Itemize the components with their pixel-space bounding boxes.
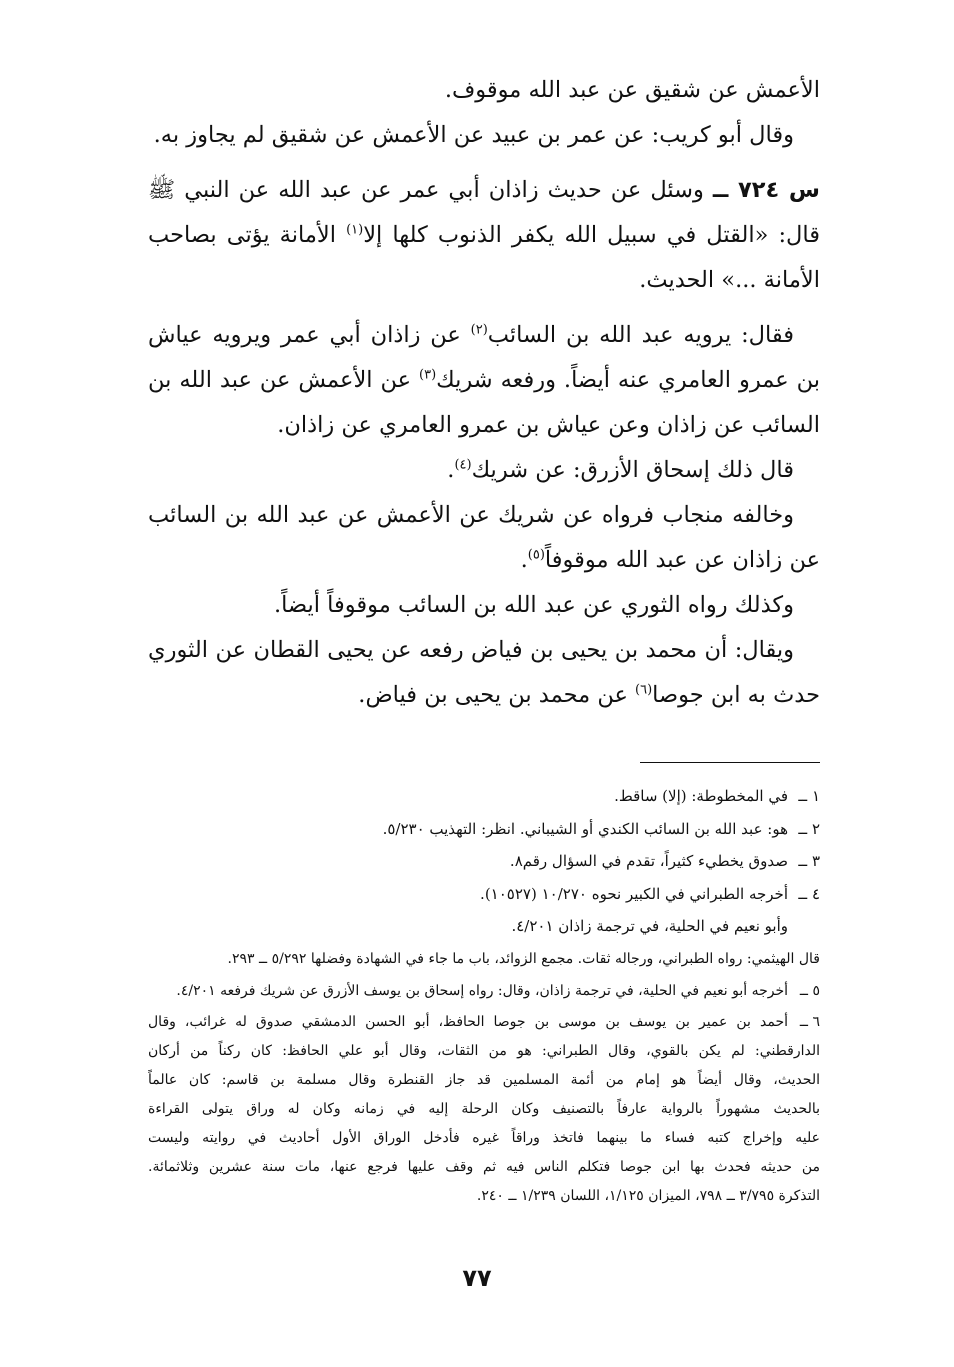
footnote-6-line-4: بالحديث مشهوراً بالرواية عارفاً بالتصنيف وكان الرحلة إليه في زمانه وكان له وراق يتولى القراءة	[148, 1100, 820, 1117]
footnote-ref-5: (٥)	[527, 547, 545, 563]
footnote-6-line-6: من حديثه فحدث بها ابن جوصا فتكلم الناس فيه ثم وقف عليها فرجع عنها، مات سنة عشرين وثلاثمائة.	[148, 1158, 820, 1175]
answer-paragraph-5	[148, 628, 820, 718]
question-number: س ٧٢٤ ــ	[712, 177, 820, 203]
footnote-6-line-5: عليه وإخراج كتبه فساء ما بينهما فاتخذ وراقاً غيره فأدخل الوراق الأول أحاديث في روايته وليست	[148, 1129, 820, 1146]
paragraph-2-text: وقال أبو كريب: عن عمر بن عبيد عن الأعمش عن شقيق لم يجاوز به.	[153, 122, 794, 148]
footnote-ref-3: (٣)	[419, 367, 437, 383]
footnote-text: قال الهيثمي: رواه الطبراني، ورجاله ثقات. مجمع الزوائد، باب ما جاء في الشهادة وفضلها ٥/٢٩٢ ــ ٢٩٣.	[227, 950, 820, 967]
footnote-6-line-7: التذكرة ٣/٧٩٥ ــ ٧٩٨، الميزان ١/١٢٥، اللسان ١/٢٣٩ ــ ٢٤٠.	[476, 1187, 820, 1204]
footnote-6	[148, 1008, 820, 1211]
footnote-number: ٢ ــ	[798, 819, 820, 838]
paragraph-1	[148, 68, 820, 113]
answer-paragraph-2	[148, 448, 820, 493]
footnote-number: ٤ ــ	[798, 884, 820, 903]
footnote-4	[148, 878, 820, 911]
footnote-text: في المخطوطة: (إلا) ساقط.	[614, 787, 788, 805]
footnote-number: ٥ ــ	[799, 983, 820, 999]
footnote-ref-2: (٢)	[470, 322, 488, 338]
answer-paragraph-4	[148, 583, 820, 628]
answer-3-text-a: وخالفه منجاب فرواه عن شريك عن الأعمش عن عبد الله بن السائب عن زاذان عن عبد الله موقوفاً	[148, 502, 820, 573]
answer-2-text-a: قال ذلك إسحاق الأزرق: عن شريك	[471, 457, 794, 483]
answer-2-text-b: .	[447, 457, 455, 483]
footnote-number: ١ ــ	[798, 787, 820, 805]
answer-5-text-b: عن محمد بن يحيى بن فياض.	[358, 682, 636, 708]
footnote-text: أخرجه أبو نعيم في الحلية، في ترجمة زاذان، وقال: رواه إسحاق بن يوسف الأزرق عن شريك فرفعه ٤/٢٠١.	[176, 983, 788, 999]
footnote-separator	[640, 762, 820, 763]
answer-5-text-a: ويقال: أن محمد بن يحيى بن فياض رفعه عن يحيى القطان عن الثوري حدث به ابن جوصا	[148, 637, 820, 708]
paragraph-2	[148, 113, 820, 158]
question-paragraph	[148, 168, 820, 303]
footnote-text: وأبو نعيم في الحلية، في ترجمة زاذان ٤/٢٠١.	[511, 917, 788, 935]
paragraph-1-text: الأعمش عن شقيق عن عبد الله موقوف.	[444, 77, 820, 103]
footnote-text: هو: عبد الله بن السائب الكندي أو الشيباني. انظر: التهذيب ٥/٢٣٠.	[382, 819, 788, 838]
answer-3-text-b: .	[520, 547, 528, 573]
footnote-ref-1: (١)	[346, 222, 364, 238]
footnote-1	[148, 780, 820, 813]
question-text-b: الأمانة يؤتى بصاحب الأمانة ...» الحديث.	[148, 222, 820, 293]
answer-1-text-a: فقال: يرويه عبد الله بن السائب	[487, 322, 794, 348]
footnote-6-line-2: الدارقطني: لم يكن بالقوي، وقال الطبراني: هو من الثقات، وقال أبو علي الحافظ: كان ركناً من أركان	[148, 1042, 820, 1059]
answer-paragraph-1	[148, 313, 820, 448]
answer-4-text: وكذلك رواه الثوري عن عبد الله بن السائب موقوفاً أيضاً.	[273, 592, 794, 618]
footnote-text: أخرجه الطبراني في الكبير نحوه ١٠/٢٧٠ (١٠٥٢٧).	[480, 884, 788, 903]
footnote-2	[148, 813, 820, 846]
footnote-5	[148, 975, 820, 1008]
footnote-3	[148, 845, 820, 878]
footnote-number: ٣ ــ	[798, 852, 820, 870]
question-text-a: وسئل عن حديث زاذان أبي عمر عن عبد الله عن النبي ﷺ قال: «القتل في سبيل الله يكفر الذنوب كلها إلا	[148, 177, 820, 248]
answer-1-text-c: عن الأعمش عن عبد الله بن السائب عن زاذان وعن عياش بن عمرو العامري عن زاذان.	[148, 367, 820, 438]
footnote-4-haythami	[148, 943, 820, 976]
answer-1-text-b: عن زاذان أبي عمر ويرويه عياش بن عمرو العامري عنه أيضاً. ورفعه شريك	[148, 322, 820, 393]
footnote-text: صدوق يخطيء كثيراً، تقدم في السؤال رقم٨.	[509, 852, 788, 870]
footnote-text: أحمد بن عمير بن يوسف بن موسى بن جوصا الحافظ، أبو الحسن الدمشقي صدوق له غرائب، وقال	[148, 1013, 788, 1030]
page-number: ٧٧	[462, 1264, 492, 1292]
footnote-ref-4: (٤)	[454, 457, 472, 473]
footnote-4-continuation	[148, 910, 820, 943]
footnote-6-first-line	[148, 1008, 820, 1037]
main-text	[148, 68, 820, 718]
footnotes	[148, 780, 820, 1211]
answer-paragraph-3	[148, 493, 820, 583]
footnote-number: ٦ ــ	[799, 1013, 820, 1030]
footnote-6-line-3: الحديث، وقال أيضاً هو إمام من أئمة المسلمين قد جاز القنطرة وقال مسلمة بن قاسم: كان عالماً	[148, 1071, 820, 1088]
footnote-ref-6: (٦)	[635, 682, 653, 698]
